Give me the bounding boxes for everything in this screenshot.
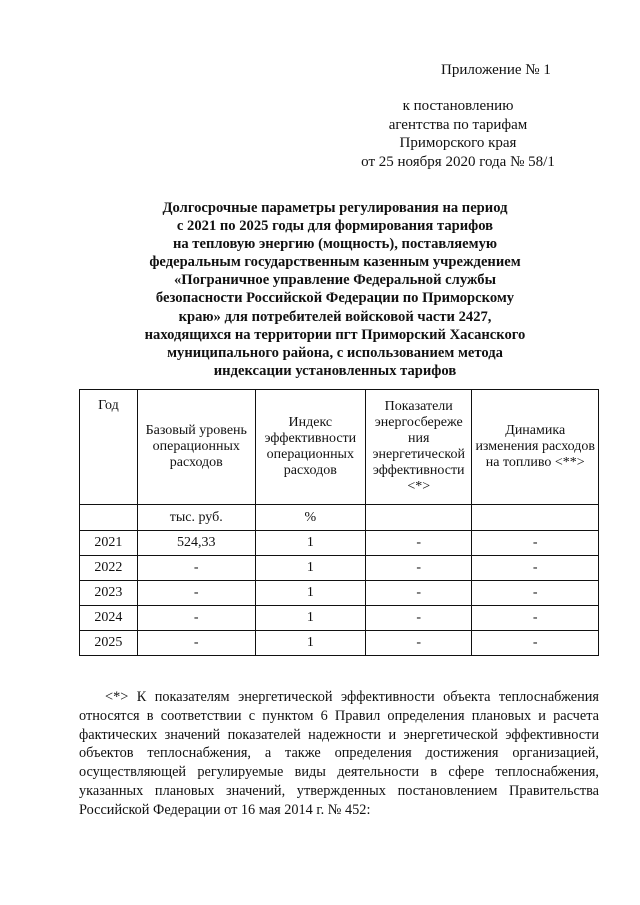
cell-energy-efficiency: -	[365, 581, 471, 606]
table-row	[80, 531, 599, 556]
cell-energy-efficiency: -	[365, 531, 471, 556]
title-line: краю» для потребителей войсковой части 2427,	[178, 308, 492, 325]
cell-efficiency-index: 1	[255, 531, 365, 556]
cell-year: 2025	[80, 631, 138, 656]
header-year: Год	[80, 390, 138, 505]
cell-energy-efficiency: -	[365, 556, 471, 581]
document-title	[125, 199, 545, 380]
unit-energy-efficiency	[365, 505, 471, 531]
table-header-row	[80, 390, 599, 505]
header-efficiency-index: Индекс эффективности операционных расходов	[255, 390, 365, 505]
cell-year: 2024	[80, 606, 138, 631]
header-base-level: Базовый уровень операционных расходов	[137, 390, 255, 505]
cell-year: 2022	[80, 556, 138, 581]
approval-reference	[328, 97, 588, 171]
title-line: находящихся на территории пгт Приморский Хасанского	[144, 326, 526, 343]
cell-fuel-dynamics: -	[472, 556, 599, 581]
approval-line: Приморского края	[399, 135, 517, 151]
header-energy-efficiency: Показатели энергосбереже ния энергетической эффективности <*>	[365, 390, 471, 505]
appendix-title: Приложение № 1	[441, 62, 551, 78]
parameters-table	[79, 389, 599, 656]
table-row	[80, 556, 599, 581]
cell-base-level: 524,33	[137, 531, 255, 556]
title-line: «Пограничное управление Федеральной службы	[173, 272, 497, 289]
title-line: Долгосрочные параметры регулирования на период	[162, 200, 508, 216]
cell-efficiency-index: 1	[255, 581, 365, 606]
table-row	[80, 606, 599, 631]
cell-year: 2021	[80, 531, 138, 556]
unit-year	[80, 505, 138, 531]
cell-base-level: -	[137, 581, 255, 606]
table-row	[80, 581, 599, 606]
cell-energy-efficiency: -	[365, 606, 471, 631]
cell-fuel-dynamics: -	[472, 606, 599, 631]
cell-base-level: -	[137, 606, 255, 631]
unit-base-level: тыс. руб.	[137, 505, 255, 531]
title-line: с 2021 по 2025 годы для формирования тарифов	[176, 218, 494, 235]
cell-base-level: -	[137, 631, 255, 656]
cell-efficiency-index: 1	[255, 631, 365, 656]
title-line: индексации установленных тарифов	[213, 362, 457, 379]
footnote	[79, 688, 599, 820]
approval-line: от 25 ноября 2020 года № 58/1	[361, 153, 555, 170]
cell-base-level: -	[137, 556, 255, 581]
header-fuel-dynamics: Динамика изменения расходов на топливо <**>	[472, 390, 599, 505]
cell-year: 2023	[80, 581, 138, 606]
table-units-row	[80, 505, 599, 531]
cell-efficiency-index: 1	[255, 606, 365, 631]
table-row	[80, 631, 599, 656]
footnote-text: <*> К показателям энергетической эффективности объекта теплоснабжения относятся в соответствии с пунктом 6 Правил определения плановых и расчета фактических значений показателей надежности и энергетической эффективности объектов теплоснабжения, а также определения достижения организацией, осуществляющей регулируемые виды деятельности в сфере теплоснабжения, указанных плановых значений, утвержденных постановлением Правительства Российской Федерации от 16 мая 2014 г. № 452:	[79, 689, 599, 818]
cell-fuel-dynamics: -	[472, 631, 599, 656]
cell-energy-efficiency: -	[365, 631, 471, 656]
title-line: муниципального района, с использованием метода	[167, 344, 503, 361]
approval-line: к постановлению	[402, 98, 514, 114]
title-line: федеральным государственным казенным учреждением	[149, 254, 521, 271]
unit-efficiency-index: %	[255, 505, 365, 531]
cell-fuel-dynamics: -	[472, 531, 599, 556]
title-line: безопасности Российской Федерации по Приморскому	[155, 290, 515, 307]
cell-efficiency-index: 1	[255, 556, 365, 581]
unit-fuel-dynamics	[472, 505, 599, 531]
approval-line: агентства по тарифам	[388, 116, 528, 133]
title-line: на тепловую энергию (мощность), поставляемую	[172, 236, 498, 253]
cell-fuel-dynamics: -	[472, 581, 599, 606]
